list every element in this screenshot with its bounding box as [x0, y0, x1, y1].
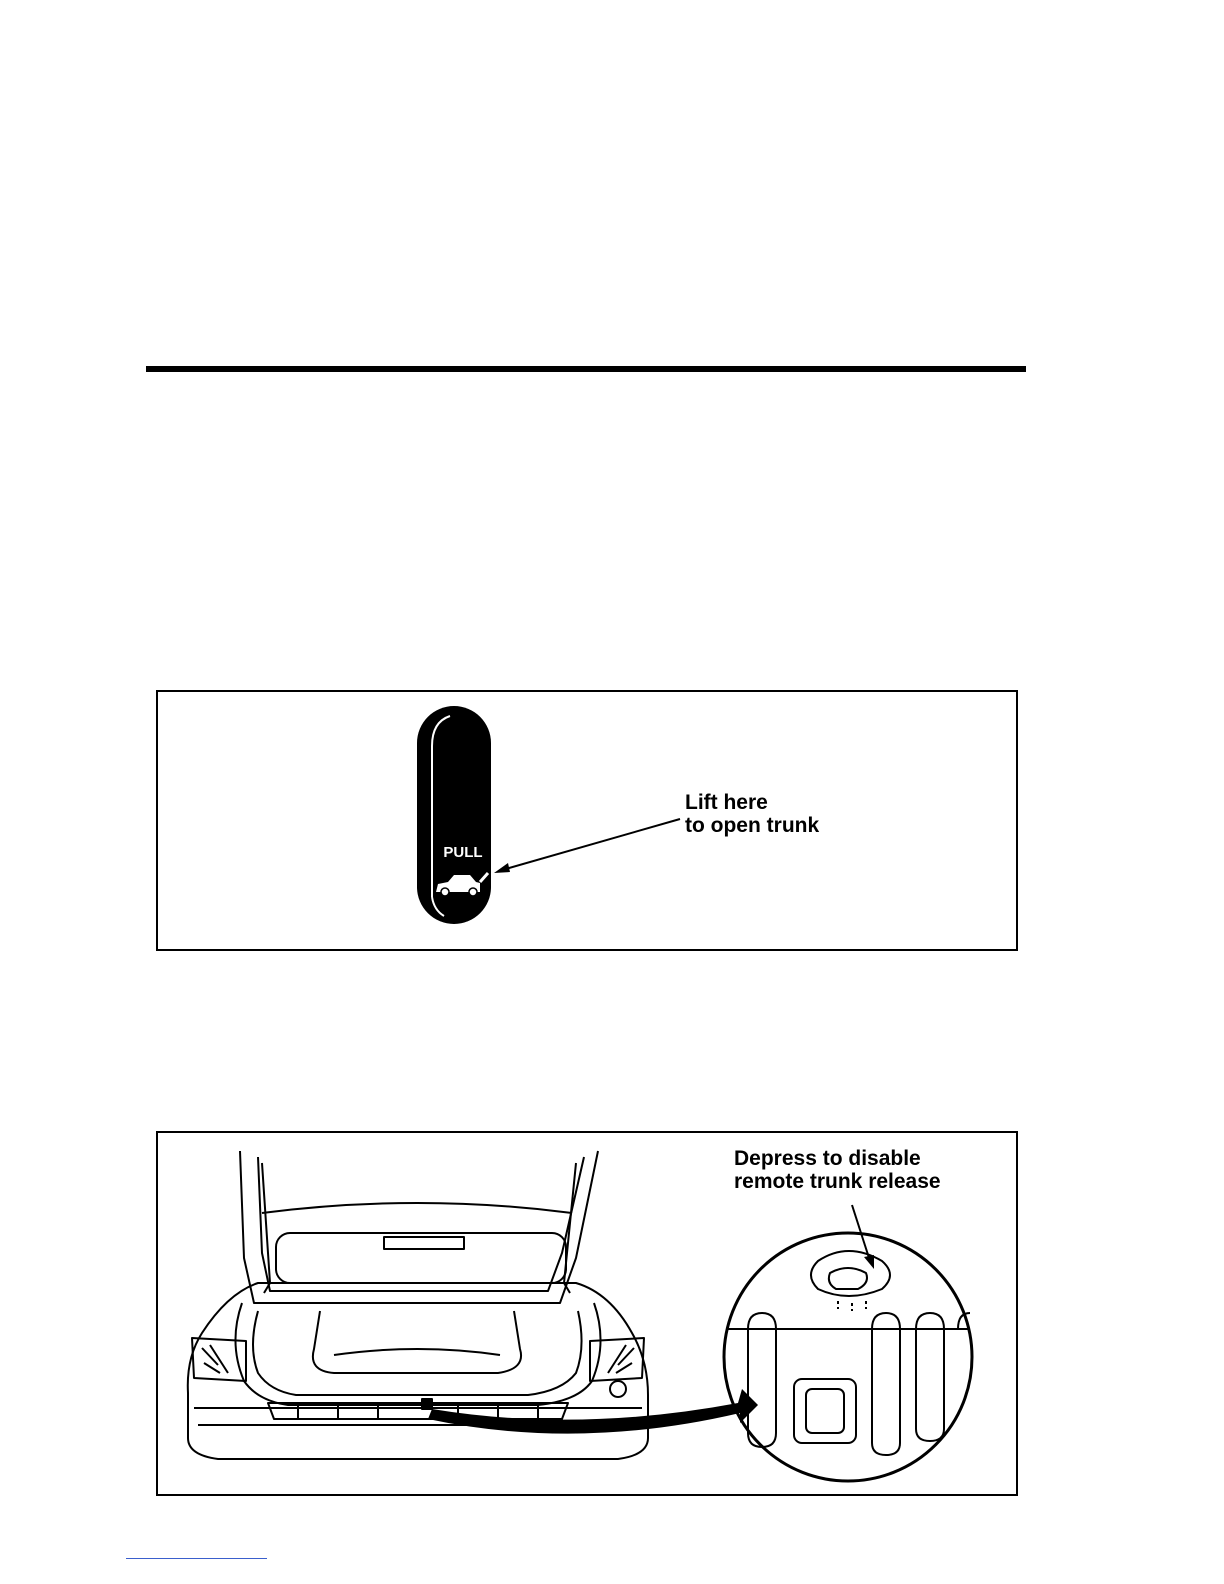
- callout-line-1: Lift here: [685, 791, 768, 814]
- pull-label: PULL: [443, 844, 483, 861]
- depress-to-disable-callout: [734, 1147, 941, 1193]
- section-divider: [146, 366, 1026, 372]
- trunk-release-handle-figure: [156, 690, 1018, 951]
- callout-line-2: remote trunk release: [734, 1170, 941, 1193]
- trunk-release-handle-illustration: [158, 692, 1016, 949]
- footer-rule: [126, 1558, 267, 1559]
- callout-line-2: to open trunk: [685, 814, 820, 837]
- lift-here-callout: [685, 791, 819, 837]
- open-trunk-figure: [156, 1131, 1018, 1496]
- callout-line-1: Depress to disable: [734, 1147, 921, 1170]
